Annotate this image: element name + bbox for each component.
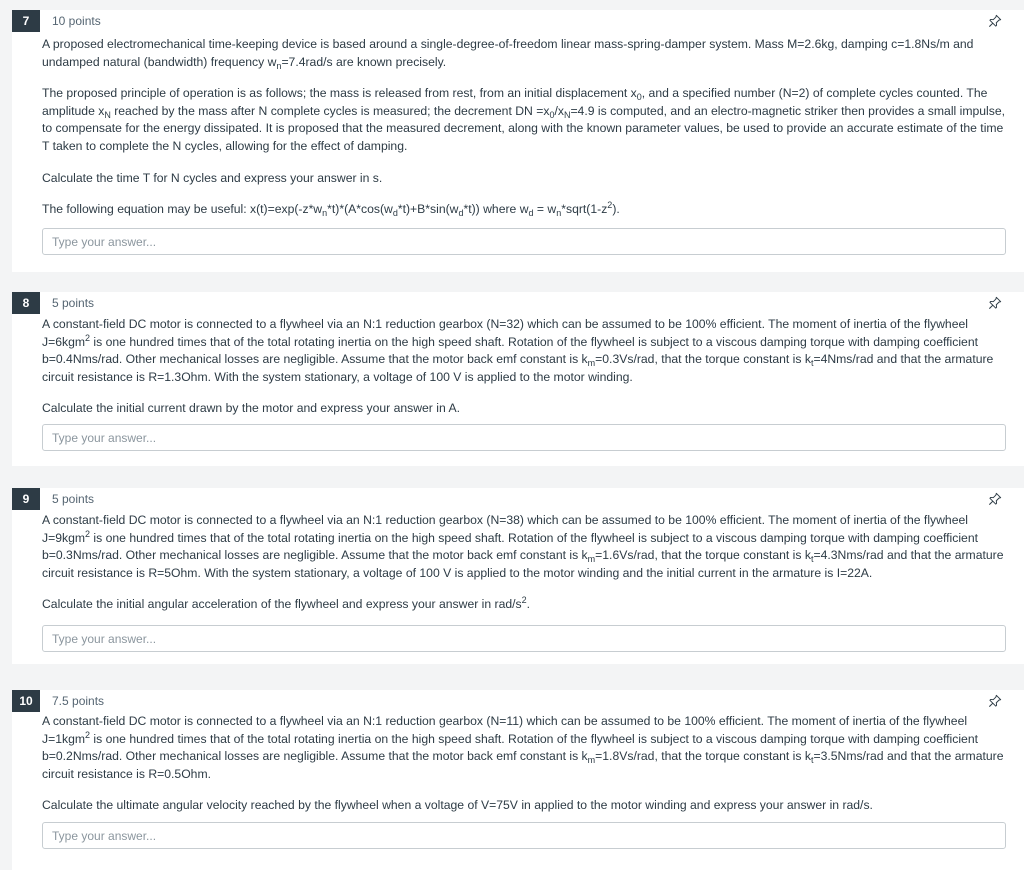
question-text <box>42 512 1006 614</box>
question-prompt: Calculate the initial angular acceleration of the flywheel and express your answer in rad/$s^2$. <box>42 595 531 612</box>
question-points: 5 points <box>52 492 95 506</box>
question-card-7 <box>12 10 1024 272</box>
question-text <box>42 713 1006 815</box>
question-paragraph: A constant-field DC motor is connected to a flywheel via an N:1 reduction gearbox (N=11) which can be assumed to be 100% efficient. The moment of inertia of the flywheel J=1kgm$^2$ is one hundred times that of the total rotating inertia on the high speed shaft. Rotation of the flywheel is subject to a viscous damping torque with damping coefficient b=0.2Nms/rad. Other mechanical losses are negligible. Assume that the motor back emf constant is $k_m=1.8Vs$/rad, that the torque constant is $k_t=3.5Nms$/rad and that the armature circuit resistance is R=0.5Ohm. <box>42 714 1004 781</box>
pin-icon[interactable] <box>988 14 1002 28</box>
question-paragraph: A constant-field DC motor is connected to a flywheel via an N:1 reduction gearbox (N=32) which can be assumed to be 100% efficient. The moment of inertia of the flywheel J=6kgm$^2$ is one hundred times that of the total rotating inertia on the high speed shaft. Rotation of the flywheel is subject to a viscous damping torque with damping coefficient b=0.4Nms/rad. Other mechanical losses are negligible. Assume that the motor back emf constant is $k_m=0.3Vs$/rad, that the torque constant is $k_t=4Nms$/rad and that the armature circuit resistance is R=1.3Ohm. With the system stationary, a voltage of 100 V is applied to the motor winding. <box>42 317 994 384</box>
question-card-10 <box>12 690 1024 870</box>
question-prompt: Calculate the ultimate angular velocity reached by the flywheel when a voltage of V=75V in applied to the motor winding and express your answer in rad/s. <box>42 798 873 813</box>
question-text <box>42 36 1006 219</box>
question-text <box>42 316 1006 418</box>
question-number-badge: 9 <box>12 488 40 510</box>
pin-icon[interactable] <box>988 694 1002 708</box>
answer-input[interactable] <box>42 625 1006 652</box>
pin-icon[interactable] <box>988 296 1002 310</box>
question-paragraph: The proposed principle of operation is as follows; the mass is released from rest, from an initial displacement $x_0$, and a specified number (N=2) of complete cycles counted. The amplitude $x_N$ reached by the mass after N complete cycles is measured; the decrement DN $=x_0/x_N=4.9$ is computed, and an electro-magnetic striker then provides a small impulse, to compensate for the energy dissipated. It is proposed that the measured decrement, along with the known parameter values, be used to provide an accurate estimate of the time T taken to complete the N cycles, allowing for the effect of damping. <box>42 86 1005 153</box>
answer-input[interactable] <box>42 228 1006 255</box>
question-prompt: Calculate the initial current drawn by the motor and express your answer in A. <box>42 401 460 416</box>
question-number-badge: 8 <box>12 292 40 314</box>
question-number-badge: 7 <box>12 10 40 32</box>
answer-input[interactable] <box>42 822 1006 849</box>
question-points: 7.5 points <box>52 694 105 708</box>
question-prompt: Calculate the time T for N cycles and express your answer in s. <box>42 170 383 185</box>
pin-icon[interactable] <box>988 492 1002 506</box>
question-paragraph: A constant-field DC motor is connected to a flywheel via an N:1 reduction gearbox (N=38) which can be assumed to be 100% efficient. The moment of inertia of the flywheel J=9kgm$^2$ is one hundred times that of the total rotating inertia on the high speed shaft. Rotation of the flywheel is subject to a viscous damping torque with damping coefficient b=0.3Nms/rad. Other mechanical losses are negligible. Assume that the motor back emf constant is $k_m=1.6Vs$/rad, that the torque constant is $k_t=4.3Nms$/rad and that the armature circuit resistance is R=5Ohm. With the system stationary, a voltage of 100 V is applied to the motor winding and the initial current in the armature is I=22A. <box>42 513 1004 580</box>
question-points: 5 points <box>52 296 95 310</box>
question-points: 10 points <box>52 14 101 28</box>
question-card-9 <box>12 488 1024 664</box>
answer-input[interactable] <box>42 424 1006 451</box>
question-card-8 <box>12 292 1024 466</box>
question-number-badge: 10 <box>12 690 40 712</box>
question-paragraph: A proposed electromechanical time-keeping device is based around a single-degree-of-freedom linear mass-spring-damper system. Mass M=2.6kg, damping c=1.8Ns/m and undamped natural (bandwidth) frequency $w_n=7.4rad/s$ are known precisely. <box>42 37 974 71</box>
question-hint: The following equation may be useful: $x(t)=\exp(-z*w_n*t)*(A*\cos(w_d*t)+B*\sin(w_d*t))$ where $w_d$ = $w_n*sqrt(1-z^2)$. <box>42 200 620 219</box>
